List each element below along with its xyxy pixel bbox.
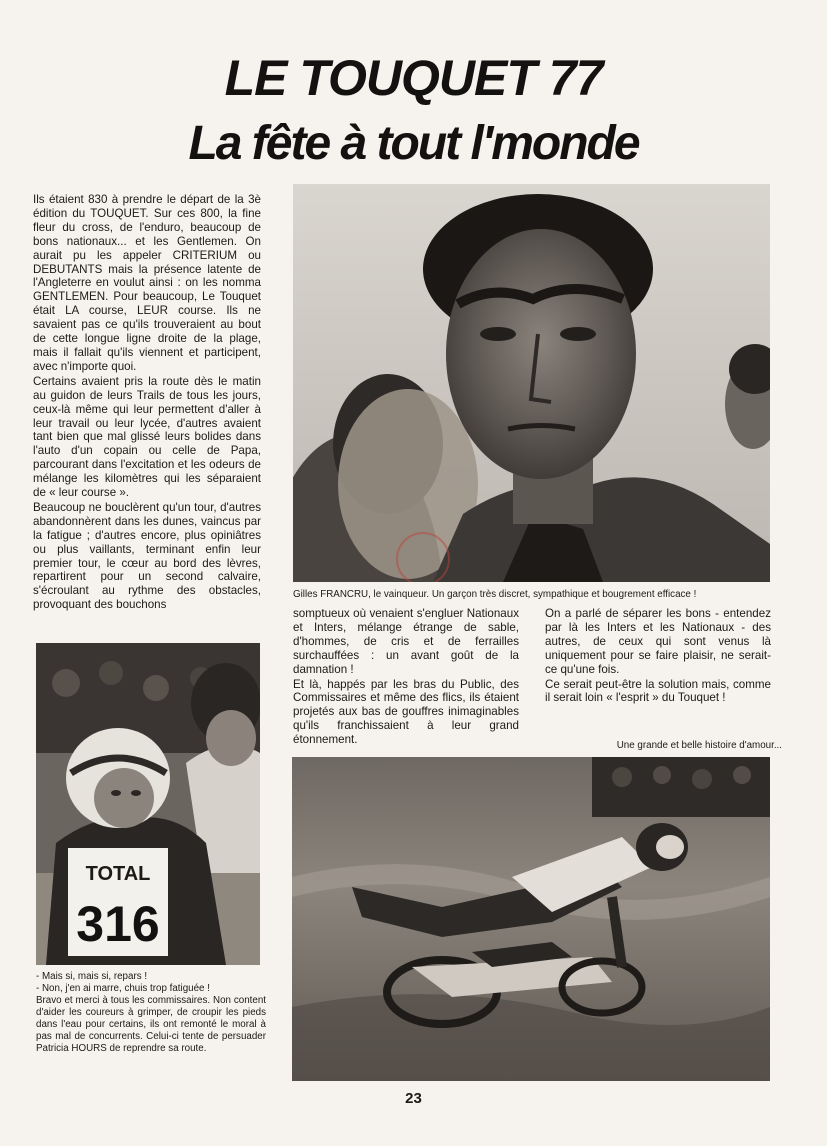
- article-paragraph: Ce serait peut-être la solution mais, comme il serait loin « l'esprit » du Touquet !: [545, 677, 771, 705]
- bib-number-text: 316: [76, 896, 160, 952]
- article-paragraph: somptueux où venaient s'engluer Nationaux et Inters, mélange étrange de sable, d'hommes, de cris et de ferrailles surchauffées : un avant goût de la damnation !: [293, 607, 519, 676]
- article-paragraph: Beaucoup ne bouclèrent qu'un tour, d'autres abandonnèrent dans les dunes, vaincus par la fatigue ; d'autres encore, plus opiniâtres ou plus vaillants, terminant enfin leur premier tour, le cœur au bord des lèvres, repartirent pour un second calvaire, s'écroulant au rythme des obstacles, provoquant des bouchons: [33, 500, 261, 612]
- article-column-right: [545, 607, 771, 705]
- article-column-left: [33, 193, 261, 612]
- article-paragraph: Et là, happés par les bras du Public, des Commissaires et même des flics, ils étaient projetés aux bas de gouffres inimaginables qu'ils franchissaient à leur grand étonnement.: [293, 677, 519, 747]
- page-number: 23: [405, 1090, 422, 1107]
- bib-sponsor-text: TOTAL: [85, 863, 151, 885]
- article-column-middle: [293, 607, 519, 747]
- subheadline: La fête à tout l'monde: [188, 117, 639, 170]
- caption-line: Bravo et merci à tous les commissaires. Non content d'aider les coureurs à grimper, de croupir les pieds dans l'eau pour certains, ils ont remonté le moral à pas mal de concurrents. Celui-ci tente de persuader Patricia HOURS de reprendre sa route.: [36, 995, 266, 1054]
- headline: LE TOUQUET 77: [224, 50, 603, 106]
- caption-line: - Mais si, mais si, repars !: [36, 971, 148, 982]
- main-photo-caption: Gilles FRANCRU, le vainqueur. Un garçon très discret, sympathique et bougrement efficace !: [293, 589, 697, 600]
- winner-portrait-photo: [293, 184, 770, 582]
- rider-helmet-photo: [36, 643, 260, 965]
- left-photo-caption: [36, 971, 266, 1055]
- article-paragraph: Ils étaient 830 à prendre le départ de la 3è édition du TOUQUET. Sur ces 800, la fine fleur du cross, de l'enduro, beaucoup de bons nationaux... et les Gentlemen. On aurait pu les appeler CRITERIUM ou DEBUTANTS mais la présence latente de l'Angleterre en voulut ainsi : on les nomma GENTLEMEN. Pour beaucoup, Le Touquet était LA course, LEUR course. Ils ne savaient pas ce qu'ils trouveraient au bout de cette longue ligne droite de la plage, mais il fallait qu'ils viennent et participent, avec n'importe quoi.: [33, 193, 261, 373]
- bottom-photo-caption: Une grande et belle histoire d'amour...: [616, 740, 782, 751]
- article-paragraph: On a parlé de séparer les bons - entendez par là les Inters et les Nationaux - des autres, de ceux qui sont venus là uniquement pour se faire plaisir, ne serait-ce qu'une fois.: [545, 607, 771, 676]
- article-paragraph: Certains avaient pris la route dès le matin au guidon de leurs Trails de tous les jours, ceux-là même qui leur permettent d'aller à leur travail ou leur lycée, d'autres avaient tant bien que mal glissé leurs bolides dans l'auto d'un copain ou celle de Papa, parcourant dans l'excitation et les odeurs de mélange les kilomètres qui les séparaient de « leur course ».: [33, 374, 261, 500]
- caption-line: - Non, j'en ai marre, chuis trop fatiguée !: [36, 983, 210, 994]
- fallen-rider-photo: [292, 757, 770, 1081]
